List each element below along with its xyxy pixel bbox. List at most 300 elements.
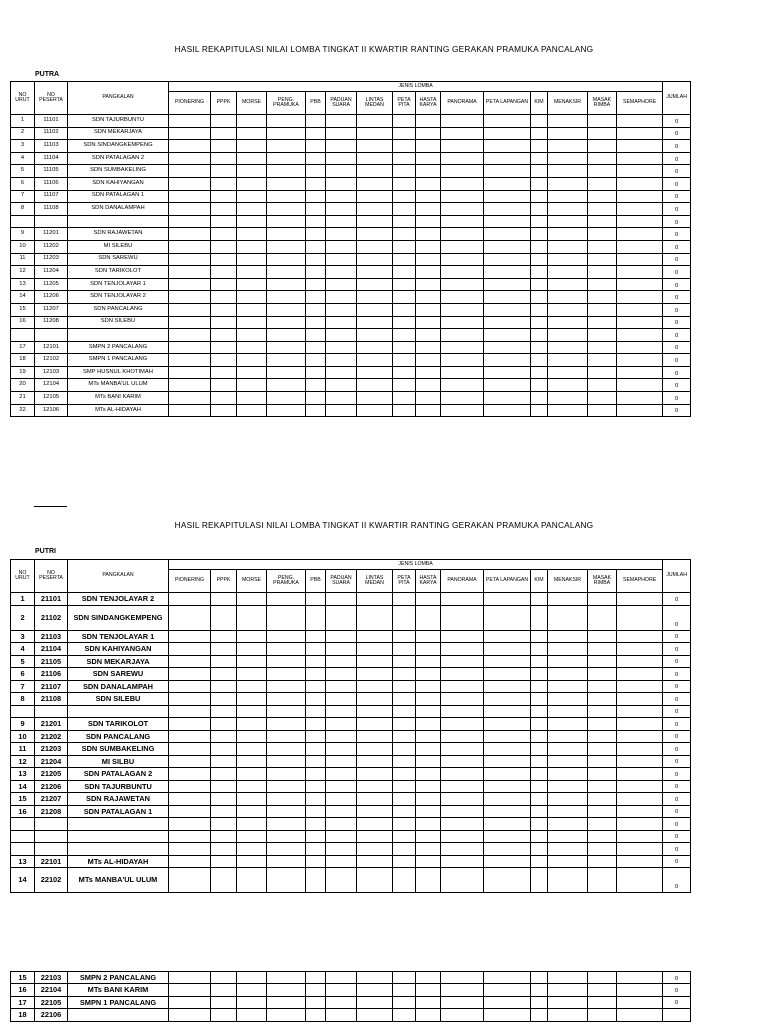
score-cell bbox=[484, 593, 531, 606]
score-cell bbox=[211, 165, 237, 178]
score-cell bbox=[531, 165, 548, 178]
score-cell bbox=[326, 605, 357, 630]
score-cell bbox=[588, 768, 617, 781]
score-cell bbox=[169, 379, 211, 392]
no-peserta-cell: 21103 bbox=[35, 630, 68, 643]
score-cell bbox=[237, 278, 267, 291]
score-cell bbox=[548, 228, 588, 241]
score-cell bbox=[484, 278, 531, 291]
score-cell bbox=[441, 630, 484, 643]
table-row bbox=[11, 768, 691, 781]
score-cell bbox=[588, 215, 617, 228]
score-cell bbox=[237, 177, 267, 190]
score-cell bbox=[237, 266, 267, 279]
score-cell bbox=[484, 203, 531, 216]
score-cell bbox=[548, 152, 588, 165]
score-cell bbox=[393, 805, 416, 818]
score-cell bbox=[548, 266, 588, 279]
score-cell bbox=[588, 165, 617, 178]
score-cell bbox=[326, 392, 357, 405]
score-cell bbox=[416, 668, 441, 681]
score-cell bbox=[588, 127, 617, 140]
score-cell bbox=[416, 253, 441, 266]
jumlah-cell: 0 bbox=[663, 354, 691, 367]
score-cell bbox=[548, 855, 588, 868]
score-cell bbox=[441, 127, 484, 140]
table-row bbox=[11, 354, 691, 367]
no-urut-cell: 6 bbox=[11, 668, 35, 681]
score-cell bbox=[237, 605, 267, 630]
score-cell bbox=[617, 805, 663, 818]
score-cell bbox=[326, 291, 357, 304]
score-cell bbox=[211, 743, 237, 756]
score-cell bbox=[441, 140, 484, 153]
col-header-event: MORSE bbox=[237, 92, 267, 115]
score-cell bbox=[531, 605, 548, 630]
score-cell bbox=[326, 140, 357, 153]
score-cell bbox=[169, 253, 211, 266]
no-peserta-cell: 11107 bbox=[35, 190, 68, 203]
score-cell bbox=[617, 366, 663, 379]
col-header-event: PETA LAPANGAN bbox=[484, 570, 531, 593]
score-cell bbox=[267, 743, 306, 756]
score-cell bbox=[484, 818, 531, 831]
score-cell bbox=[169, 316, 211, 329]
no-urut-cell: 12 bbox=[11, 266, 35, 279]
score-cell bbox=[393, 718, 416, 731]
score-cell bbox=[548, 165, 588, 178]
score-cell bbox=[306, 984, 326, 996]
score-cell bbox=[617, 718, 663, 731]
score-cell bbox=[393, 705, 416, 718]
score-cell bbox=[357, 127, 393, 140]
score-cell bbox=[484, 705, 531, 718]
col-header-event: PPPK bbox=[211, 570, 237, 593]
score-cell bbox=[237, 190, 267, 203]
col-header-jumlah: JUMLAH bbox=[663, 82, 691, 115]
jumlah-cell: 0 bbox=[663, 291, 691, 304]
pangkalan-cell: SDN SILEBU bbox=[68, 316, 169, 329]
score-cell bbox=[531, 266, 548, 279]
score-cell bbox=[617, 165, 663, 178]
score-cell bbox=[267, 190, 306, 203]
score-cell bbox=[393, 190, 416, 203]
score-cell bbox=[393, 404, 416, 417]
group-label-putri: PUTRI bbox=[35, 548, 56, 555]
score-cell bbox=[326, 843, 357, 856]
pangkalan-cell: SDN TAJURBUNTU bbox=[68, 115, 169, 128]
score-cell bbox=[588, 780, 617, 793]
col-header-jumlah: JUMLAH bbox=[663, 560, 691, 593]
table-row bbox=[11, 366, 691, 379]
score-cell bbox=[267, 693, 306, 706]
no-urut-cell: 4 bbox=[11, 152, 35, 165]
table-row bbox=[11, 203, 691, 216]
score-cell bbox=[357, 768, 393, 781]
score-cell bbox=[267, 366, 306, 379]
no-peserta-cell: 22103 bbox=[35, 972, 68, 984]
score-cell bbox=[326, 780, 357, 793]
score-cell bbox=[548, 140, 588, 153]
recap-table-putri-continued bbox=[10, 971, 691, 1022]
no-peserta-cell: 22102 bbox=[35, 868, 68, 893]
score-cell bbox=[416, 127, 441, 140]
no-peserta-cell: 11102 bbox=[35, 127, 68, 140]
score-cell bbox=[548, 341, 588, 354]
score-cell bbox=[169, 768, 211, 781]
table-row bbox=[11, 972, 691, 984]
score-cell bbox=[548, 830, 588, 843]
score-cell bbox=[169, 680, 211, 693]
table-row bbox=[11, 240, 691, 253]
score-cell bbox=[441, 1009, 484, 1021]
jumlah-cell: 0 bbox=[663, 316, 691, 329]
no-urut-cell: 10 bbox=[11, 240, 35, 253]
table-row bbox=[11, 680, 691, 693]
score-cell bbox=[237, 240, 267, 253]
score-cell bbox=[306, 165, 326, 178]
score-cell bbox=[441, 115, 484, 128]
score-cell bbox=[484, 392, 531, 405]
no-urut-cell: 1 bbox=[11, 115, 35, 128]
score-cell bbox=[306, 705, 326, 718]
score-cell bbox=[617, 755, 663, 768]
score-cell bbox=[357, 379, 393, 392]
score-cell bbox=[617, 291, 663, 304]
score-cell bbox=[617, 843, 663, 856]
score-cell bbox=[441, 152, 484, 165]
score-cell bbox=[237, 593, 267, 606]
score-cell bbox=[484, 805, 531, 818]
score-cell bbox=[237, 855, 267, 868]
page-title-putra: HASIL REKAPITULASI NILAI LOMBA TINGKAT II KWARTIR RANTING GERAKAN PRAMUKA PANCALANG bbox=[174, 44, 594, 54]
score-cell bbox=[211, 203, 237, 216]
jumlah-cell: 0 bbox=[663, 630, 691, 643]
jumlah-cell: 0 bbox=[663, 366, 691, 379]
pangkalan-cell: SDN PATALAGAN 2 bbox=[68, 768, 169, 781]
score-cell bbox=[326, 693, 357, 706]
col-header-jenis-lomba: JENIS LOMBA bbox=[169, 82, 663, 92]
score-cell bbox=[237, 768, 267, 781]
score-cell bbox=[169, 805, 211, 818]
pangkalan-cell: SMP HUSNUL KHOTIMAH bbox=[68, 366, 169, 379]
score-cell bbox=[211, 843, 237, 856]
no-peserta-cell: 11208 bbox=[35, 316, 68, 329]
score-cell bbox=[531, 755, 548, 768]
pangkalan-cell: SDN TAJURBUNTU bbox=[68, 780, 169, 793]
no-urut-cell: 16 bbox=[11, 984, 35, 996]
score-cell bbox=[237, 705, 267, 718]
score-cell bbox=[211, 718, 237, 731]
score-cell bbox=[393, 768, 416, 781]
jumlah-cell: 0 bbox=[663, 379, 691, 392]
score-cell bbox=[237, 718, 267, 731]
score-cell bbox=[617, 972, 663, 984]
score-cell bbox=[211, 215, 237, 228]
score-cell bbox=[306, 593, 326, 606]
score-cell bbox=[484, 228, 531, 241]
score-cell bbox=[441, 605, 484, 630]
no-urut-cell: 11 bbox=[11, 743, 35, 756]
score-cell bbox=[267, 843, 306, 856]
col-header-event: MENAKSIR bbox=[548, 92, 588, 115]
score-cell bbox=[267, 177, 306, 190]
score-cell bbox=[617, 354, 663, 367]
score-cell bbox=[588, 392, 617, 405]
jumlah-cell: 0 bbox=[663, 341, 691, 354]
score-cell bbox=[326, 830, 357, 843]
no-peserta-cell: 21101 bbox=[35, 593, 68, 606]
score-cell bbox=[416, 177, 441, 190]
score-cell bbox=[393, 228, 416, 241]
no-urut-cell: 13 bbox=[11, 278, 35, 291]
score-cell bbox=[237, 693, 267, 706]
col-header-event: PANORAMA bbox=[441, 92, 484, 115]
score-cell bbox=[588, 329, 617, 342]
score-cell bbox=[416, 868, 441, 893]
pangkalan-cell bbox=[68, 843, 169, 856]
score-cell bbox=[211, 593, 237, 606]
score-cell bbox=[306, 240, 326, 253]
score-cell bbox=[416, 278, 441, 291]
score-cell bbox=[617, 316, 663, 329]
score-cell bbox=[267, 793, 306, 806]
separator-line bbox=[34, 506, 67, 507]
score-cell bbox=[617, 190, 663, 203]
score-cell bbox=[357, 177, 393, 190]
no-urut-cell: 17 bbox=[11, 341, 35, 354]
score-cell bbox=[211, 868, 237, 893]
score-cell bbox=[357, 404, 393, 417]
score-cell bbox=[548, 177, 588, 190]
score-cell bbox=[617, 115, 663, 128]
score-cell bbox=[306, 668, 326, 681]
score-cell bbox=[393, 855, 416, 868]
table-row bbox=[11, 743, 691, 756]
no-urut-cell: 16 bbox=[11, 316, 35, 329]
score-cell bbox=[211, 140, 237, 153]
score-cell bbox=[416, 768, 441, 781]
pangkalan-cell: MTs AL-HIDAYAH bbox=[68, 855, 169, 868]
score-cell bbox=[267, 605, 306, 630]
score-cell bbox=[267, 266, 306, 279]
score-cell bbox=[169, 605, 211, 630]
no-urut-cell: 15 bbox=[11, 793, 35, 806]
no-urut-cell: 3 bbox=[11, 140, 35, 153]
score-cell bbox=[416, 655, 441, 668]
pangkalan-cell bbox=[68, 329, 169, 342]
col-header-no-urut: NO URUT bbox=[11, 82, 35, 115]
score-cell bbox=[169, 984, 211, 996]
score-cell bbox=[326, 341, 357, 354]
score-cell bbox=[169, 743, 211, 756]
score-cell bbox=[548, 630, 588, 643]
score-cell bbox=[588, 868, 617, 893]
score-cell bbox=[416, 115, 441, 128]
score-cell bbox=[393, 341, 416, 354]
no-peserta-cell: 21206 bbox=[35, 780, 68, 793]
score-cell bbox=[306, 215, 326, 228]
score-cell bbox=[267, 668, 306, 681]
score-cell bbox=[211, 668, 237, 681]
score-cell bbox=[326, 177, 357, 190]
score-cell bbox=[416, 805, 441, 818]
no-urut-cell: 13 bbox=[11, 855, 35, 868]
score-cell bbox=[416, 780, 441, 793]
pangkalan-cell: SDN DANALAMPAH bbox=[68, 203, 169, 216]
no-urut-cell: 3 bbox=[11, 630, 35, 643]
score-cell bbox=[211, 630, 237, 643]
score-cell bbox=[393, 329, 416, 342]
score-cell bbox=[237, 793, 267, 806]
no-urut-cell: 4 bbox=[11, 643, 35, 656]
score-cell bbox=[531, 177, 548, 190]
jumlah-cell: 0 bbox=[663, 996, 691, 1008]
score-cell bbox=[357, 253, 393, 266]
col-header-pangkalan: PANGKALAN bbox=[68, 560, 169, 593]
jumlah-cell: 0 bbox=[663, 718, 691, 731]
score-cell bbox=[211, 793, 237, 806]
score-cell bbox=[393, 266, 416, 279]
score-cell bbox=[441, 718, 484, 731]
col-header-event: PADUAN SUARA bbox=[326, 570, 357, 593]
pangkalan-cell: SDN MEKARJAYA bbox=[68, 655, 169, 668]
score-cell bbox=[357, 316, 393, 329]
col-header-event: SEMAPHORE bbox=[617, 92, 663, 115]
score-cell bbox=[393, 793, 416, 806]
score-cell bbox=[416, 291, 441, 304]
score-cell bbox=[393, 743, 416, 756]
score-cell bbox=[169, 278, 211, 291]
score-cell bbox=[267, 755, 306, 768]
score-cell bbox=[548, 115, 588, 128]
table-row bbox=[11, 303, 691, 316]
score-cell bbox=[211, 730, 237, 743]
score-cell bbox=[306, 972, 326, 984]
score-cell bbox=[169, 705, 211, 718]
score-cell bbox=[326, 203, 357, 216]
table-row bbox=[11, 1009, 691, 1021]
pangkalan-cell: MTs MANBA'UL ULUM bbox=[68, 868, 169, 893]
score-cell bbox=[326, 996, 357, 1008]
score-cell bbox=[617, 266, 663, 279]
score-cell bbox=[588, 253, 617, 266]
score-cell bbox=[416, 630, 441, 643]
pangkalan-cell: SDN PANCALANG bbox=[68, 303, 169, 316]
score-cell bbox=[416, 818, 441, 831]
jumlah-cell: 0 bbox=[663, 177, 691, 190]
score-cell bbox=[169, 630, 211, 643]
score-cell bbox=[306, 140, 326, 153]
score-cell bbox=[237, 115, 267, 128]
score-cell bbox=[169, 240, 211, 253]
score-cell bbox=[169, 655, 211, 668]
score-cell bbox=[211, 115, 237, 128]
score-cell bbox=[588, 366, 617, 379]
score-cell bbox=[393, 984, 416, 996]
score-cell bbox=[588, 843, 617, 856]
pangkalan-cell: SDN TENJOLAYAR 2 bbox=[68, 291, 169, 304]
table-row bbox=[11, 668, 691, 681]
score-cell bbox=[357, 354, 393, 367]
score-cell bbox=[357, 605, 393, 630]
score-cell bbox=[169, 855, 211, 868]
score-cell bbox=[237, 972, 267, 984]
col-header-event: PADUAN SUARA bbox=[326, 92, 357, 115]
pangkalan-cell: SDN PANCALANG bbox=[68, 730, 169, 743]
score-cell bbox=[617, 392, 663, 405]
page-title-putri: HASIL REKAPITULASI NILAI LOMBA TINGKAT II KWARTIR RANTING GERAKAN PRAMUKA PANCALANG bbox=[174, 520, 594, 530]
score-cell bbox=[357, 805, 393, 818]
score-cell bbox=[588, 177, 617, 190]
score-cell bbox=[306, 228, 326, 241]
score-cell bbox=[237, 203, 267, 216]
score-cell bbox=[441, 190, 484, 203]
score-cell bbox=[441, 793, 484, 806]
score-cell bbox=[531, 379, 548, 392]
score-cell bbox=[267, 868, 306, 893]
score-cell bbox=[416, 392, 441, 405]
no-peserta-cell: 22101 bbox=[35, 855, 68, 868]
score-cell bbox=[484, 190, 531, 203]
score-cell bbox=[237, 643, 267, 656]
score-cell bbox=[416, 680, 441, 693]
score-cell bbox=[416, 793, 441, 806]
score-cell bbox=[416, 354, 441, 367]
score-cell bbox=[393, 152, 416, 165]
score-cell bbox=[441, 705, 484, 718]
score-cell bbox=[267, 680, 306, 693]
score-cell bbox=[393, 818, 416, 831]
score-cell bbox=[484, 354, 531, 367]
col-header-event: PETA PITA bbox=[393, 92, 416, 115]
score-cell bbox=[237, 655, 267, 668]
no-urut-cell: 21 bbox=[11, 392, 35, 405]
table-row bbox=[11, 593, 691, 606]
score-cell bbox=[416, 730, 441, 743]
score-cell bbox=[416, 693, 441, 706]
score-cell bbox=[326, 165, 357, 178]
no-peserta-cell: 12102 bbox=[35, 354, 68, 367]
col-header-event: PIONERING bbox=[169, 92, 211, 115]
col-header-event: LINTAS MEDAN bbox=[357, 92, 393, 115]
score-cell bbox=[531, 404, 548, 417]
score-cell bbox=[617, 693, 663, 706]
score-cell bbox=[211, 693, 237, 706]
score-cell bbox=[267, 316, 306, 329]
score-cell bbox=[484, 215, 531, 228]
no-urut-cell: 6 bbox=[11, 177, 35, 190]
score-cell bbox=[267, 404, 306, 417]
table-row bbox=[11, 793, 691, 806]
score-cell bbox=[484, 668, 531, 681]
score-cell bbox=[306, 730, 326, 743]
jumlah-cell: 0 bbox=[663, 805, 691, 818]
score-cell bbox=[441, 404, 484, 417]
score-cell bbox=[211, 643, 237, 656]
score-cell bbox=[484, 680, 531, 693]
score-cell bbox=[357, 996, 393, 1008]
no-urut-cell bbox=[11, 818, 35, 831]
score-cell bbox=[548, 215, 588, 228]
score-cell bbox=[237, 379, 267, 392]
score-cell bbox=[306, 1009, 326, 1021]
no-urut-cell: 7 bbox=[11, 680, 35, 693]
score-cell bbox=[393, 316, 416, 329]
no-peserta-cell: 11205 bbox=[35, 278, 68, 291]
score-cell bbox=[267, 805, 306, 818]
col-header-event: HASTA KARYA bbox=[416, 570, 441, 593]
